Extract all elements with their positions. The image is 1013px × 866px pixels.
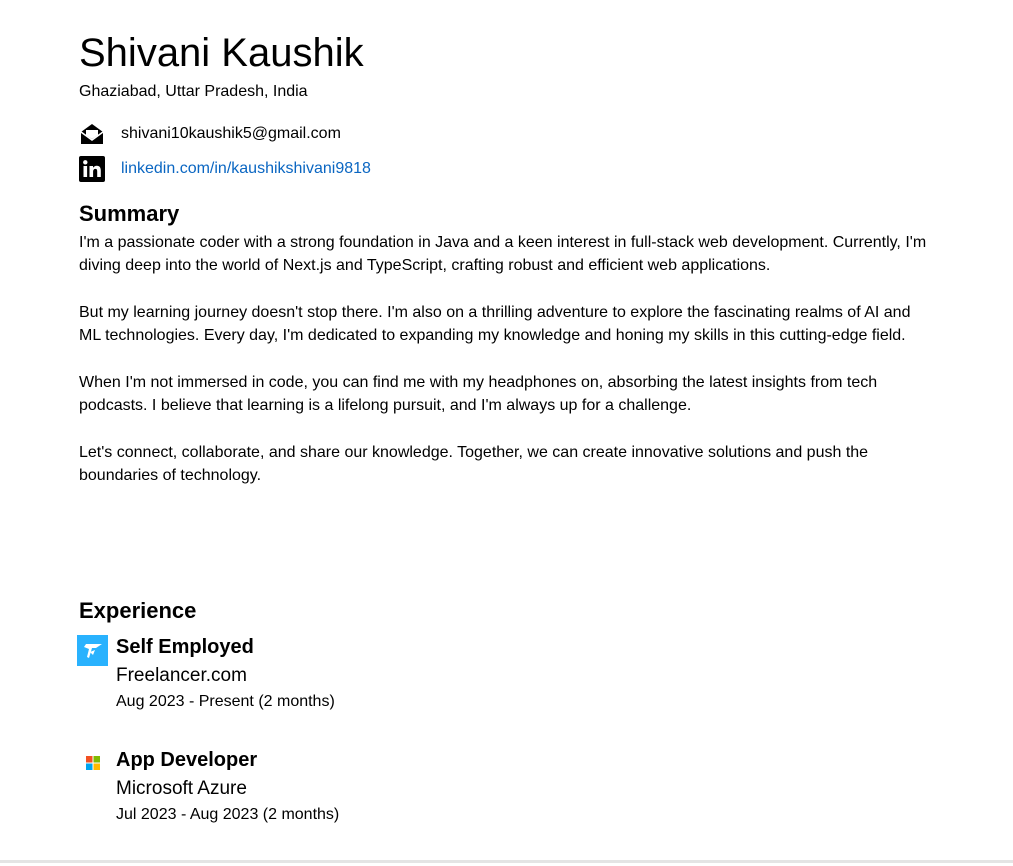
summary-heading: Summary — [79, 201, 180, 226]
summary-paragraph: But my learning journey doesn't stop there. I'm also on a thrilling adventure to explore the fascinating realms of AI and ML technologies. Every day, I'm dedicated to expanding my knowledge and honing my skills in this cutting-edge field. — [79, 304, 911, 344]
linkedin-icon[interactable] — [79, 156, 105, 182]
job-company: Freelancer.com — [116, 665, 247, 686]
page-bottom-divider — [0, 860, 1013, 863]
email-icon — [79, 121, 105, 147]
job-dates: Jul 2023 - Aug 2023 (2 months) — [116, 806, 340, 823]
job-role: App Developer — [116, 749, 258, 771]
profile-location: Ghaziabad, Uttar Pradesh, India — [79, 83, 308, 100]
job-role: Self Employed — [116, 636, 254, 658]
summary-paragraph: I'm a passionate coder with a strong foundation in Java and a keen interest in full-stack web development. Currently, I'm diving deep into the world of Next.js and TypeScript, crafting robust and efficient web applications. — [79, 234, 927, 274]
email-row — [79, 120, 341, 148]
job-dates: Aug 2023 - Present (2 months) — [116, 693, 335, 710]
summary-paragraph: Let's connect, collaborate, and share our knowledge. Together, we can create innovative solutions and push the boundaries of technology. — [79, 444, 869, 484]
summary-body — [79, 231, 929, 511]
job-company: Microsoft Azure — [116, 778, 247, 799]
summary-paragraph: When I'm not immersed in code, you can find me with my headphones on, absorbing the latest insights from tech podcasts. I believe that learning is a lifelong pursuit, and I'm always up for a challenge. — [79, 374, 878, 414]
linkedin-link[interactable]: linkedin.com/in/kaushikshivani9818 — [121, 160, 371, 177]
linkedin-row — [79, 155, 371, 183]
email-text: shivani10kaushik5@gmail.com — [121, 125, 341, 142]
experience-heading: Experience — [79, 598, 197, 623]
microsoft-logo-icon — [77, 748, 108, 779]
profile-name: Shivani Kaushik — [79, 31, 364, 75]
freelancer-logo-icon — [77, 635, 108, 666]
